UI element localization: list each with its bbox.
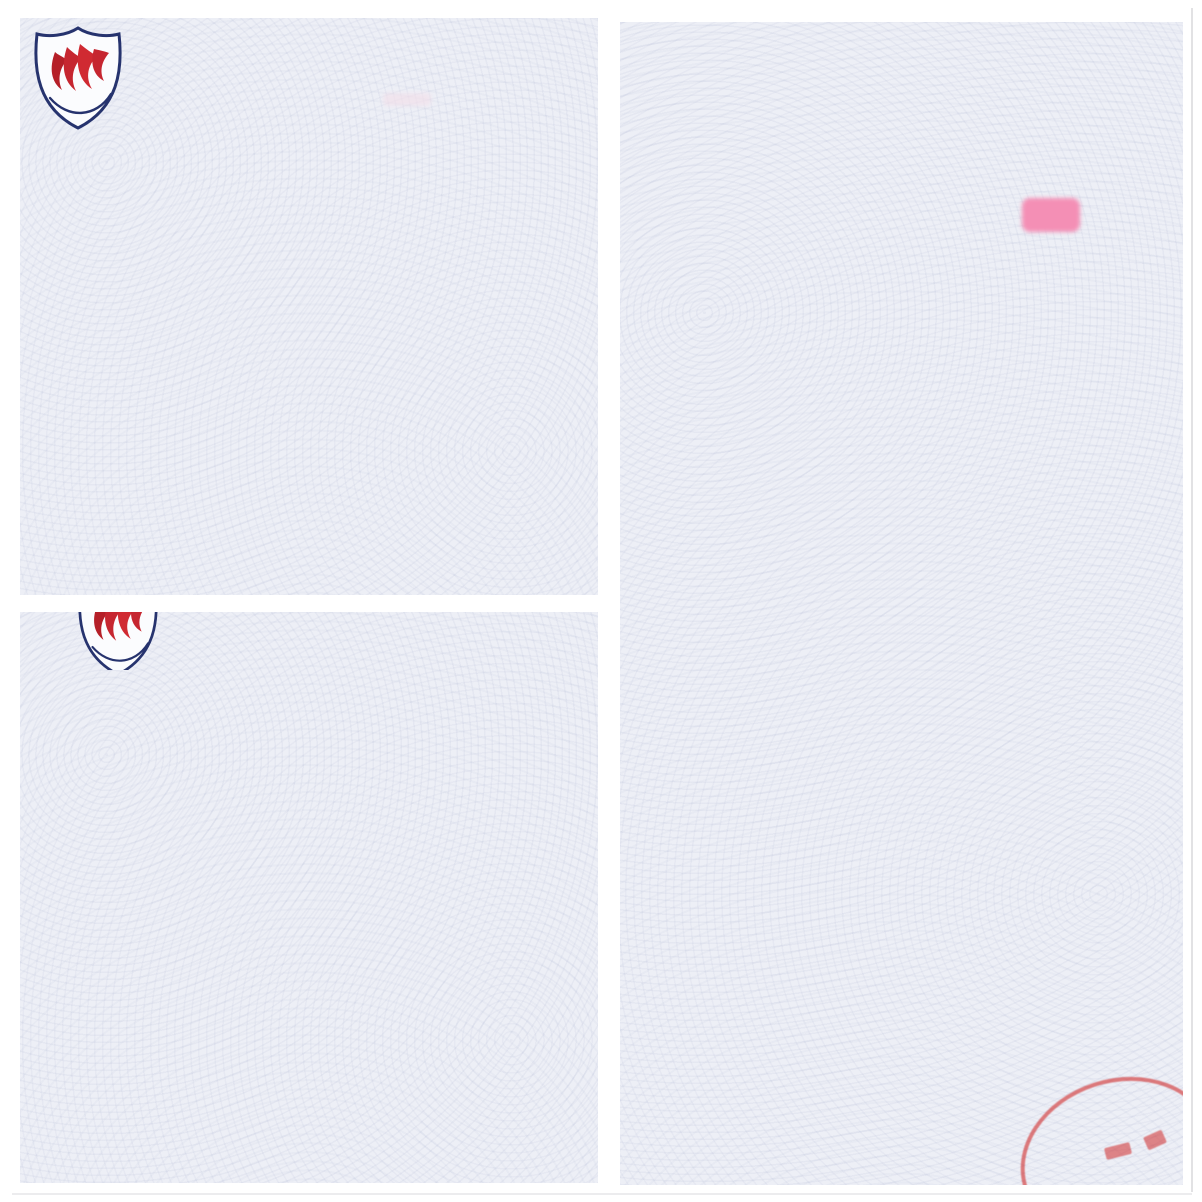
photo-edge-horizontal bbox=[12, 1193, 1192, 1195]
cccf-fire-logo-icon bbox=[28, 22, 128, 132]
cert-number-row bbox=[1022, 198, 1080, 232]
cccf-fire-logo-icon bbox=[72, 612, 164, 670]
photo-edge-vertical bbox=[1191, 8, 1193, 1192]
certificate-bottom-left bbox=[20, 612, 598, 1183]
cert-number-redaction bbox=[1022, 198, 1080, 232]
certificate-right-zoomed bbox=[620, 22, 1183, 1185]
cert-number-row bbox=[383, 90, 431, 106]
red-stamp-icon bbox=[999, 1052, 1183, 1185]
cert-number-redaction bbox=[383, 93, 431, 106]
certificate-top-left bbox=[20, 18, 598, 595]
